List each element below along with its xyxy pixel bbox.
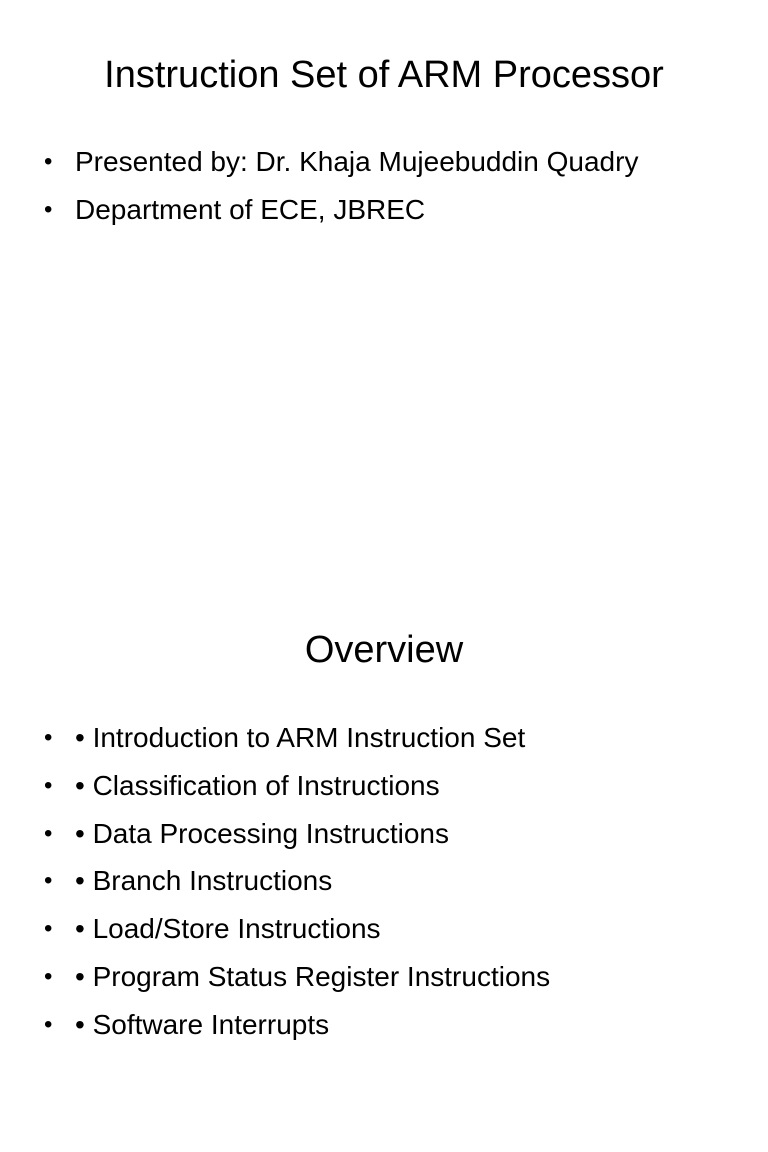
list-item [44, 905, 550, 953]
bullet-list [44, 138, 638, 234]
list-item [44, 762, 550, 810]
list-item [44, 1001, 550, 1049]
bullet-list [44, 714, 550, 1049]
bullet-icon: • [44, 1010, 53, 1038]
slide-overview [0, 576, 768, 1152]
bullet-text: • Data Processing Instructions [75, 817, 449, 849]
bullet-icon: • [44, 962, 53, 990]
bullet-text: • Introduction to ARM Instruction Set [75, 722, 526, 753]
bullet-text: • Classification of Instructions [75, 769, 440, 801]
list-item [44, 186, 638, 234]
list-item [44, 138, 638, 186]
bullet-icon: • [44, 771, 53, 799]
list-item [44, 810, 550, 858]
list-item [44, 714, 550, 762]
bullet-icon: • [44, 915, 53, 943]
bullet-text: Department of ECE, JBREC [75, 193, 426, 225]
bullet-text: Presented by: Dr. Khaja Mujeebuddin Quadry [75, 146, 639, 177]
slide-title: Overview [304, 629, 464, 671]
bullet-icon: • [44, 819, 53, 847]
bullet-text: • Program Status Register Instructions [75, 960, 551, 992]
bullet-text: • Load/Store Instructions [75, 913, 381, 945]
bullet-icon: • [44, 148, 53, 175]
bullet-icon: • [44, 195, 53, 223]
list-item [44, 857, 550, 905]
bullet-icon: • [44, 867, 53, 895]
list-item [44, 953, 550, 1001]
bullet-icon: • [44, 724, 53, 751]
bullet-text: • Software Interrupts [75, 1008, 330, 1040]
bullet-text: • Branch Instructions [75, 865, 333, 897]
slide-title: Instruction Set of ARM Processor [104, 54, 664, 96]
